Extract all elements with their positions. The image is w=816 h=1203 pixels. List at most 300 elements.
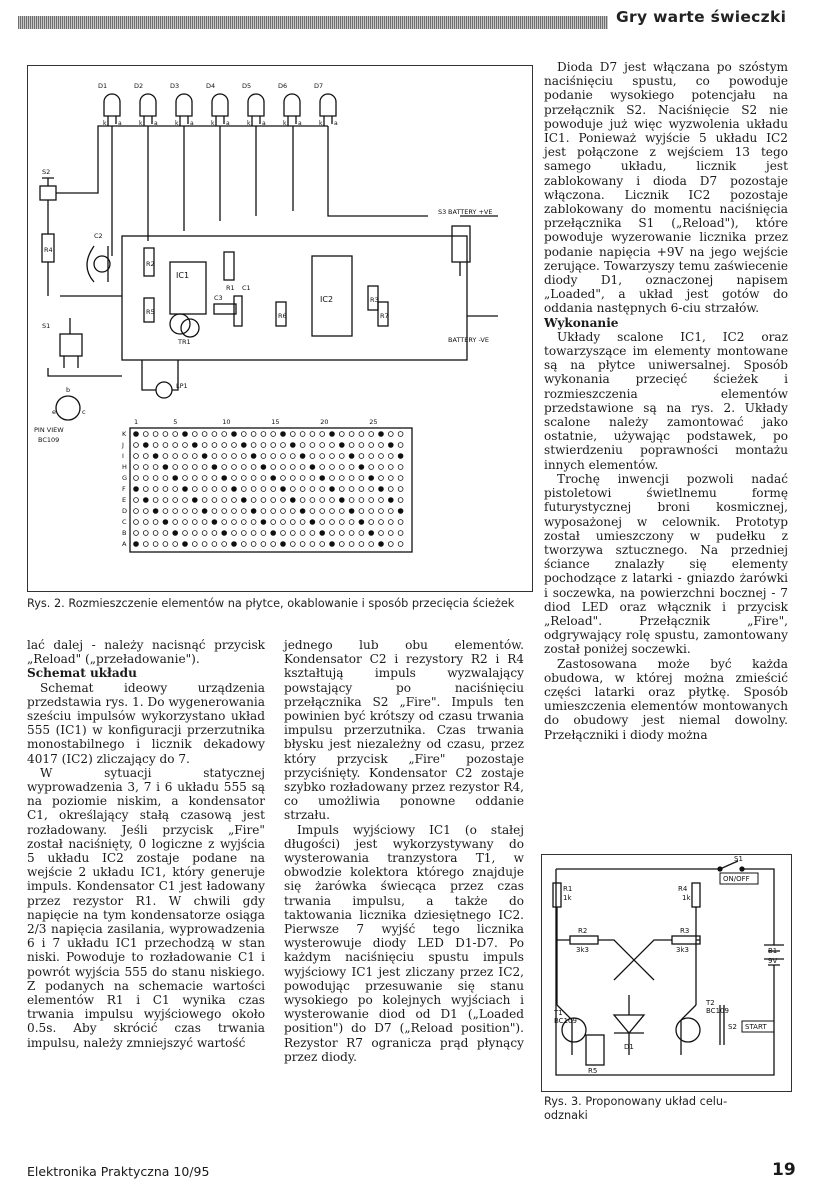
figure-2-box — [27, 65, 533, 592]
stripboard-row-letter: D — [122, 507, 128, 515]
stripboard-hole — [388, 498, 393, 503]
stripboard-hole — [300, 542, 305, 547]
stripboard-hole — [261, 509, 266, 514]
stripboard-hole — [163, 542, 168, 547]
stripboard-hole — [192, 443, 197, 448]
stripboard-hole — [183, 509, 188, 514]
stripboard-hole — [143, 509, 148, 514]
stripboard-hole — [192, 531, 197, 536]
stripboard-hole — [222, 487, 227, 492]
stripboard-hole — [251, 509, 256, 514]
led-label: D4 — [206, 82, 216, 90]
stripboard-hole — [349, 531, 354, 536]
s2-label: S2 — [42, 168, 51, 176]
stripboard-hole — [173, 443, 178, 448]
stripboard-hole — [183, 498, 188, 503]
stripboard-hole — [369, 487, 374, 492]
stripboard-hole — [281, 465, 286, 470]
stripboard-row-letter: C — [122, 518, 127, 526]
stripboard-hole — [290, 465, 295, 470]
stripboard-hole — [173, 454, 178, 459]
stripboard-hole — [310, 465, 315, 470]
lamp-label: LP1 — [176, 382, 188, 390]
r5-label: R5 — [146, 308, 155, 316]
stripboard-hole — [183, 531, 188, 536]
stripboard-hole — [300, 454, 305, 459]
subheading: Wykonanie — [544, 315, 619, 330]
stripboard-hole — [320, 443, 325, 448]
stripboard-hole — [300, 432, 305, 437]
stripboard-hole — [202, 498, 207, 503]
stripboard-hole — [222, 542, 227, 547]
stripboard-hole — [143, 454, 148, 459]
stripboard-hole — [388, 443, 393, 448]
stripboard-hole — [310, 432, 315, 437]
stripboard-hole — [212, 432, 217, 437]
stripboard-hole — [153, 509, 158, 514]
stripboard-hole — [330, 520, 335, 525]
stripboard-hole — [271, 487, 276, 492]
onoff-label: ON/OFF — [723, 875, 750, 883]
figure-3-diagram — [542, 855, 791, 1091]
led-pin-label: k — [247, 120, 251, 127]
stripboard-hole — [222, 476, 227, 481]
stripboard-hole — [183, 443, 188, 448]
stripboard-hole — [232, 465, 237, 470]
stripboard-hole — [143, 487, 148, 492]
stripboard-hole — [281, 542, 286, 547]
stripboard-hole — [379, 509, 384, 514]
stripboard-hole — [300, 509, 305, 514]
stripboard-hole — [339, 476, 344, 481]
stripboard-row-letter: H — [122, 463, 127, 471]
stripboard-hole — [300, 465, 305, 470]
stripboard-hole — [271, 531, 276, 536]
stripboard-hole — [192, 487, 197, 492]
stripboard-hole — [281, 498, 286, 503]
stripboard-hole — [192, 542, 197, 547]
stripboard-hole — [290, 454, 295, 459]
stripboard-hole — [349, 465, 354, 470]
r6-label: R6 — [278, 312, 287, 320]
stripboard-hole — [212, 454, 217, 459]
led-lead — [324, 116, 332, 126]
stripboard-hole — [300, 443, 305, 448]
led-pin-label: k — [175, 120, 179, 127]
stripboard-hole — [183, 454, 188, 459]
led-pin-label: k — [103, 120, 107, 127]
paragraph: Dioda D7 jest włączana po szóstym naciśnięciu spustu, co powoduje podanie wysokiego potencjału na przełącznik S2. Naciśnięcie S2 nie powoduje już więc wyzwolenia układu IC1. Ponieważ wyjście 5 układu IC2 jest połączone z wejściem 13 tego samego układu, licznik jest zablokowany i dioda D7 pozostaje włączona. Licznik IC2 pozostaje zablokowany do momentu naciśnięcia przełącznika S1 („Reload"), które powoduje wyzerowanie licznika przez podanie napięcia +9V na jego wejście zerujące. Towarzyszy temu zaświecenie diody D1, oznaczonej napisem „Loaded", a układ jest gotów do oddania następnych 6-ciu strzałów. — [544, 60, 788, 316]
stripboard-hole — [349, 509, 354, 514]
stripboard-hole — [290, 432, 295, 437]
stripboard-hole — [369, 542, 374, 547]
stripboard-hole — [300, 487, 305, 492]
stripboard-hole — [143, 476, 148, 481]
led-pin-label: a — [334, 120, 338, 127]
r3-value: 3k3 — [676, 946, 689, 954]
stripboard-hole — [251, 476, 256, 481]
stripboard-hole — [212, 498, 217, 503]
stripboard-hole — [261, 531, 266, 536]
stripboard-hole — [241, 465, 246, 470]
stripboard-hole — [330, 476, 335, 481]
battery-pos-label: BATTERY +VE — [448, 208, 493, 216]
led-pin-label: a — [226, 120, 230, 127]
paragraph: Impuls wyjściowy IC1 (o stałej długości) jest wykorzystywany do wysterowania tranzystora T1, w obwodzie kolektora którego znajduje się żarówka świecąca przez czas trwania impulsu, a także do taktowania licznika dziesiętnego IC2. Pierwsze 7 wyjść tego licznika wysterowuje diody LED D1-D7. Po każdym naciśnięciu spustu impuls wyjściowy IC1 jest zliczany przez IC2, powodując przesuwanie się stanu wysokiego po kolejnych wyjściach i wysterowanie diod od D1 („Loaded position") do D7 („Reload position"). Rezystor R7 ogranicza prąd płynący przez diody. — [284, 822, 524, 1064]
stripboard-hole — [192, 476, 197, 481]
column-right — [544, 60, 788, 742]
stripboard-column-number: 1 — [134, 418, 139, 426]
stripboard-hole — [163, 454, 168, 459]
led-pin-label: a — [262, 120, 266, 127]
stripboard-hole — [320, 465, 325, 470]
stripboard-hole — [388, 487, 393, 492]
stripboard-hole — [241, 454, 246, 459]
stripboard-hole — [398, 498, 403, 503]
stripboard-hole — [134, 498, 139, 503]
c3-label: C3 — [214, 294, 223, 302]
stripboard-hole — [222, 443, 227, 448]
stripboard-hole — [339, 520, 344, 525]
led-pin-label: k — [139, 120, 143, 127]
stripboard-hole — [320, 454, 325, 459]
stripboard-hole — [388, 465, 393, 470]
stripboard-hole — [339, 531, 344, 536]
stripboard-hole — [222, 509, 227, 514]
stripboard-hole — [251, 432, 256, 437]
stripboard-hole — [330, 454, 335, 459]
b1-label: B1 — [768, 947, 778, 955]
led-symbol — [212, 94, 228, 116]
led-lead — [180, 116, 188, 126]
stripboard-hole — [369, 443, 374, 448]
stripboard-row-letter: G — [122, 474, 128, 482]
stripboard-hole — [251, 520, 256, 525]
stripboard-row-letter: J — [122, 441, 124, 449]
stripboard-hole — [290, 487, 295, 492]
led-pin-label: k — [283, 120, 287, 127]
stripboard-hole — [134, 531, 139, 536]
stripboard-hole — [398, 454, 403, 459]
stripboard-hole — [212, 487, 217, 492]
stripboard-hole — [222, 498, 227, 503]
stripboard-hole — [330, 542, 335, 547]
stripboard-hole — [290, 509, 295, 514]
stripboard-hole — [183, 465, 188, 470]
led-label: D5 — [242, 82, 252, 90]
stripboard-hole — [153, 487, 158, 492]
stripboard-hole — [398, 476, 403, 481]
stripboard-hole — [134, 432, 139, 437]
stripboard-hole — [183, 476, 188, 481]
led-label: D7 — [314, 82, 324, 90]
ic2-label: IC2 — [320, 295, 334, 304]
stripboard-hole — [163, 432, 168, 437]
stripboard-hole — [222, 520, 227, 525]
stripboard-hole — [310, 509, 315, 514]
stripboard-hole — [300, 531, 305, 536]
led-lead — [216, 116, 224, 126]
r4-label: R4 — [678, 885, 688, 893]
stripboard-hole — [241, 509, 246, 514]
stripboard-hole — [339, 498, 344, 503]
stripboard-hole — [173, 432, 178, 437]
paragraph: Układy scalone IC1, IC2 oraz towarzyszące im elementy montowane są na płytce uniwersalnej. Sposób wykonania przecięć ścieżek i rozmieszczenia elementów przedstawione są na rys. 2. Układy scalone należy zamontować jako ostatnie, używając podstawek, po stwierdzeniu poprawności montażu innych elementów. — [544, 329, 788, 472]
r2-label: R2 — [146, 260, 155, 268]
stripboard-hole — [271, 432, 276, 437]
stripboard-hole — [271, 476, 276, 481]
stripboard-hole — [202, 542, 207, 547]
stripboard-column-number: 10 — [222, 418, 231, 426]
stripboard-hole — [349, 498, 354, 503]
stripboard-hole — [369, 454, 374, 459]
stripboard-hole — [134, 520, 139, 525]
stripboard-hole — [359, 542, 364, 547]
led-pin-label: a — [154, 120, 158, 127]
led-pin-label: k — [319, 120, 323, 127]
figure-3-caption: Rys. 3. Proponowany układ celu-odznaki — [544, 1095, 728, 1122]
stripboard-hole — [212, 520, 217, 525]
stripboard-hole — [388, 531, 393, 536]
stripboard-hole — [183, 542, 188, 547]
stripboard-row-letter: B — [122, 529, 127, 537]
stripboard-hole — [339, 432, 344, 437]
stripboard-hole — [281, 432, 286, 437]
led-label: D2 — [134, 82, 144, 90]
stripboard-column-number: 25 — [369, 418, 378, 426]
stripboard-hole — [310, 520, 315, 525]
stripboard-hole — [202, 443, 207, 448]
stripboard-hole — [261, 432, 266, 437]
stripboard-hole — [232, 487, 237, 492]
stripboard-hole — [339, 443, 344, 448]
c2-label: C2 — [94, 232, 103, 240]
pin-view-type: BC109 — [38, 436, 60, 444]
stripboard-hole — [192, 509, 197, 514]
stripboard-hole — [222, 454, 227, 459]
led-symbol — [176, 94, 192, 116]
r4-label: R4 — [44, 246, 53, 254]
stripboard-hole — [192, 432, 197, 437]
r5-label: R5 — [588, 1067, 598, 1075]
stripboard-hole — [310, 443, 315, 448]
stripboard-hole — [261, 476, 266, 481]
stripboard-hole — [134, 476, 139, 481]
footer-publication: Elektronika Praktyczna 10/95 — [27, 1164, 210, 1179]
stripboard-hole — [192, 520, 197, 525]
stripboard-row-letter: K — [122, 430, 127, 438]
r1-label: R1 — [226, 284, 235, 292]
pin-c-label: c — [82, 408, 86, 416]
stripboard-hole — [271, 454, 276, 459]
stripboard-hole — [359, 498, 364, 503]
led-symbol — [140, 94, 156, 116]
page-number: 19 — [772, 1160, 796, 1180]
stripboard-hole — [379, 531, 384, 536]
stripboard-hole — [232, 443, 237, 448]
stripboard-hole — [173, 509, 178, 514]
stripboard-hole — [163, 476, 168, 481]
stripboard-hole — [330, 531, 335, 536]
stripboard-hole — [241, 487, 246, 492]
stripboard-hole — [163, 487, 168, 492]
stripboard-hole — [359, 443, 364, 448]
stripboard-hole — [183, 520, 188, 525]
figure-2-diagram — [28, 66, 532, 591]
battery-neg-label: BATTERY -VE — [448, 336, 489, 344]
stripboard-hole — [398, 487, 403, 492]
t1-label: T1 — [554, 1009, 563, 1017]
stripboard-hole — [320, 476, 325, 481]
led-symbol — [320, 94, 336, 116]
led-symbol — [248, 94, 264, 116]
start-label: START — [745, 1023, 767, 1031]
r3-label: R3 — [370, 296, 379, 304]
stripboard-hole — [290, 520, 295, 525]
stripboard-hole — [163, 531, 168, 536]
stripboard-hole — [173, 531, 178, 536]
paragraph: jednego lub obu elementów. Kondensator C2 i rezystory R2 i R4 kształtują impuls wyzwalający powstający po naciśnięciu przełącznika S2 „Fire". Impuls ten powinien być krótszy od czasu trwania impulsu przerzutnika. Czas trwania błysku jest niezależny od czasu, przez który przycisk „Fire" pozostaje przyciśnięty. Kondensator C2 zostaje szybko rozładowany przez rezystor R4, co umożliwia ponowne oddanie strzału. — [284, 638, 524, 823]
stripboard-hole — [232, 520, 237, 525]
stripboard-hole — [369, 509, 374, 514]
r7-label: R7 — [380, 312, 389, 320]
r2-value: 3k3 — [576, 946, 589, 954]
stripboard-hole — [388, 454, 393, 459]
stripboard-hole — [143, 531, 148, 536]
stripboard-hole — [173, 487, 178, 492]
stripboard-hole — [320, 542, 325, 547]
stripboard-hole — [134, 509, 139, 514]
stripboard-hole — [379, 465, 384, 470]
figure-3-box — [541, 854, 792, 1092]
ic1-label: IC1 — [176, 271, 190, 280]
stripboard-hole — [320, 509, 325, 514]
stripboard-hole — [153, 454, 158, 459]
tr1-label: TR1 — [178, 338, 191, 346]
stripboard-hole — [202, 476, 207, 481]
stripboard-hole — [300, 498, 305, 503]
stripboard-hole — [398, 531, 403, 536]
led-pin-label: a — [298, 120, 302, 127]
stripboard-hole — [388, 476, 393, 481]
stripboard-hole — [202, 432, 207, 437]
paragraph: Trochę inwencji pozwoli nadać pistoletowi świetlnemu formę futurystycznej broni kosmicznej, wyposażonej w celownik. Prototyp został umieszczony w pudełku z tworzywa sztucznego. Na przedniej ściance znalazły się elementy pochodzące z latarki - gniazdo żarówki i soczewka, na powierzchni bocznej - 7 diod LED oraz włącznik i przycisk „Reload". Przełącznik „Fire", odgrywający rolę spustu, zamontowany został poniżej soczewki. — [544, 471, 788, 657]
led-symbol — [104, 94, 120, 116]
r2-label: R2 — [578, 927, 588, 935]
stripboard-hole — [379, 432, 384, 437]
stripboard-hole — [349, 520, 354, 525]
stripboard-hole — [134, 487, 139, 492]
stripboard-hole — [281, 476, 286, 481]
column-middle — [284, 638, 524, 1064]
stripboard-hole — [281, 443, 286, 448]
stripboard-column-number: 20 — [320, 418, 329, 426]
stripboard-hole — [241, 432, 246, 437]
stripboard-hole — [359, 454, 364, 459]
stripboard-hole — [310, 454, 315, 459]
stripboard-hole — [134, 443, 139, 448]
stripboard-hole — [153, 465, 158, 470]
s3-label: S3 — [438, 208, 447, 216]
stripboard-hole — [330, 487, 335, 492]
stripboard-hole — [388, 432, 393, 437]
stripboard-hole — [310, 531, 315, 536]
stripboard-row-letter: F — [122, 485, 126, 493]
d1-label: D1 — [624, 1043, 634, 1051]
led-label: D3 — [170, 82, 180, 90]
stripboard-hole — [349, 432, 354, 437]
section-title: Gry warte świeczki — [616, 8, 787, 26]
stripboard-hole — [261, 520, 266, 525]
stripboard-hole — [261, 487, 266, 492]
stripboard-hole — [398, 443, 403, 448]
stripboard-hole — [330, 509, 335, 514]
stripboard-hole — [379, 476, 384, 481]
t1-type: BC109 — [554, 1017, 577, 1025]
stripboard-hole — [388, 509, 393, 514]
led-pin-label: a — [118, 120, 122, 127]
c1-label: C1 — [242, 284, 251, 292]
stripboard-hole — [261, 454, 266, 459]
stripboard-hole — [251, 498, 256, 503]
stripboard-hole — [202, 465, 207, 470]
stripboard-hole — [320, 531, 325, 536]
stripboard-hole — [173, 476, 178, 481]
stripboard-hole — [251, 465, 256, 470]
stripboard-hole — [153, 542, 158, 547]
s1-label: S1 — [42, 322, 51, 330]
stripboard-hole — [173, 520, 178, 525]
stripboard-hole — [281, 509, 286, 514]
stripboard-hole — [143, 465, 148, 470]
stripboard-hole — [349, 476, 354, 481]
led-label: D1 — [98, 82, 108, 90]
stripboard-hole — [379, 520, 384, 525]
stripboard-hole — [281, 487, 286, 492]
paragraph: W sytuacji statycznej wyprowadzenia 3, 7 i 6 układu 555 są na poziomie niskim, a kondensator C1, określający stałą czasową jest rozładowany. Jeśli przycisk „Fire" został naciśnięty, 0 logiczne z wyjścia 5 układu IC2 zostaje podane na wejście 2 układu IC1, który generuje impuls. Kondensator C1 jest ładowany przez rezystor R1. W chwili gdy napięcie na tym kondensatorze osiąga 2/3 napięcia zasilania, wyprowadzenia 6 i 7 układu IC1 przechodzą w stan niski. Powoduje to rozładowanie C1 i powrót wyjścia 555 do stanu niskiego. Z podanych na schemacie wartości elementów R1 i C1 wynika czas trwania impulsu wyjściowego około 0.5s. Aby skrócić czas trwania impulsu, należy zmniejszyć wartość — [27, 765, 265, 1050]
stripboard-hole — [261, 542, 266, 547]
stripboard-hole — [369, 476, 374, 481]
stripboard-hole — [359, 531, 364, 536]
stripboard-hole — [212, 443, 217, 448]
stripboard-hole — [320, 487, 325, 492]
stripboard-hole — [310, 476, 315, 481]
stripboard-hole — [369, 531, 374, 536]
stripboard-hole — [241, 531, 246, 536]
stripboard-hole — [310, 542, 315, 547]
stripboard-hole — [281, 531, 286, 536]
paragraph: lać dalej - należy nacisnąć przycisk „Reload" („przeładowanie"). — [27, 638, 265, 667]
stripboard-row-letter: I — [122, 452, 124, 460]
stripboard-hole — [300, 520, 305, 525]
led-lead — [144, 116, 152, 126]
stripboard-hole — [290, 542, 295, 547]
pin-view-label: PIN VIEW — [34, 426, 64, 434]
stripboard-hole — [339, 487, 344, 492]
stripboard-hole — [241, 498, 246, 503]
stripboard-hole — [232, 498, 237, 503]
stripboard-hole — [251, 443, 256, 448]
stripboard-hole — [143, 542, 148, 547]
stripboard-hole — [202, 454, 207, 459]
pin-b-label: b — [66, 386, 71, 394]
stripboard-hole — [212, 476, 217, 481]
stripboard-hole — [183, 487, 188, 492]
paragraph: Zastosowana może być każda obudowa, w której można zmieścić części latarki oraz płytkę. Sposób umieszczenia elementów montowanych do obudowy jest niemal dowolny. Przełączniki i diody można — [544, 656, 788, 742]
stripboard-hole — [143, 498, 148, 503]
stripboard-hole — [359, 487, 364, 492]
stripboard-hole — [232, 531, 237, 536]
